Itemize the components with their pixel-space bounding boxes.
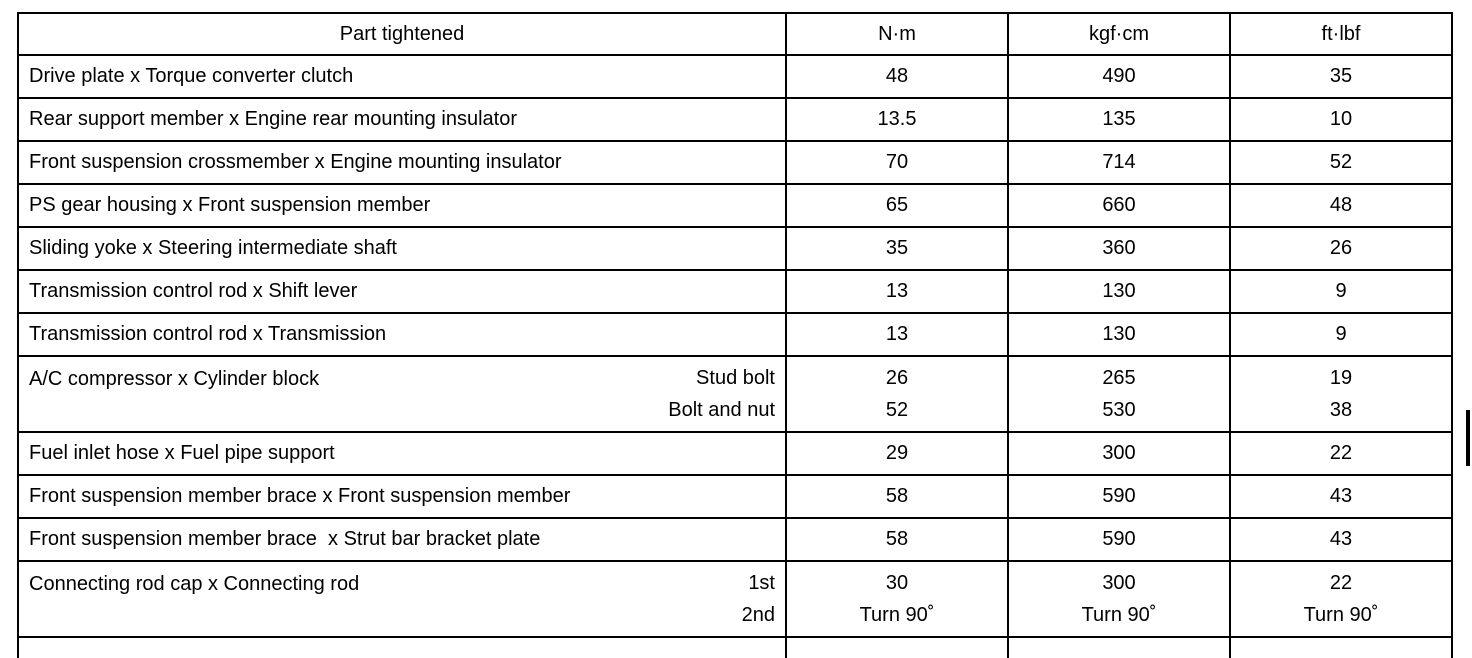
part-cell: Transmission control rod x Transmission [18,313,786,356]
ftlbf-cell: 43 [1230,518,1452,561]
kgfcm-value: 300 [1102,572,1136,594]
nm-cell: 48 [786,55,1008,98]
part-cell: Front suspension crossmember x Engine mounting insulator [18,141,786,184]
kgfcm-cell: 300 [1008,432,1230,475]
nm-value: 30 [885,572,909,594]
table-row [18,184,1452,227]
table-row [18,518,1452,561]
part-cell [18,637,786,658]
ftlbf-cell: 22 [1230,432,1452,475]
nm-cell [786,356,1008,432]
kgfcm-cell: 660 [1008,184,1230,227]
ftlbf-cell: 9 [1230,313,1452,356]
ftlbf-cell [1230,356,1452,432]
ftlbf-value: Turn 90˚ [1303,604,1379,626]
ftlbf-value: 38 [1329,399,1353,421]
table-row [18,356,1452,432]
table-row-cut-off [18,637,1452,658]
kgfcm-value: 530 [1102,399,1136,421]
torque-spec-table [17,12,1453,658]
part-cell: Front suspension member brace x Front suspension member [18,475,786,518]
part-name: A/C compressor x Cylinder block [29,368,320,390]
nm-cell: 58 [786,518,1008,561]
table-row [18,313,1452,356]
nm-cell: 70 [786,141,1008,184]
nm-cell: 13.5 [786,98,1008,141]
table-row [18,98,1452,141]
page-edge-mark [1466,410,1470,466]
table-row [18,270,1452,313]
kgfcm-cell: 130 [1008,270,1230,313]
nm-cell [786,637,1008,658]
ftlbf-cell: 26 [1230,227,1452,270]
part-name: Connecting rod cap x Connecting rod [29,573,360,595]
kgfcm-cell: 360 [1008,227,1230,270]
variant-label: 1st [748,572,775,594]
nm-cell: 29 [786,432,1008,475]
nm-cell [786,561,1008,637]
part-cell: Fuel inlet hose x Fuel pipe support [18,432,786,475]
nm-cell: 13 [786,313,1008,356]
nm-cell: 65 [786,184,1008,227]
ftlbf-cell: 48 [1230,184,1452,227]
kgfcm-value: Turn 90˚ [1081,604,1157,626]
part-cell [18,561,786,637]
nm-value: Turn 90˚ [859,604,935,626]
part-cell: Front suspension member brace x Strut bar bracket plate [18,518,786,561]
part-cell: PS gear housing x Front suspension member [18,184,786,227]
part-cell: Transmission control rod x Shift lever [18,270,786,313]
kgfcm-cell: 590 [1008,475,1230,518]
table-row [18,561,1452,637]
nm-value: 52 [885,399,909,421]
ftlbf-cell: 9 [1230,270,1452,313]
kgfcm-cell: 135 [1008,98,1230,141]
part-cell: Rear support member x Engine rear mounting insulator [18,98,786,141]
header-ftlbf: ft·lbf [1230,13,1452,55]
nm-cell: 58 [786,475,1008,518]
nm-value: 26 [885,367,909,389]
kgfcm-value: 265 [1102,367,1136,389]
header-kgfcm: kgf·cm [1008,13,1230,55]
ftlbf-cell: 35 [1230,55,1452,98]
nm-cell: 35 [786,227,1008,270]
table-row [18,432,1452,475]
header-nm: N·m [786,13,1008,55]
ftlbf-cell [1230,637,1452,658]
table-row [18,227,1452,270]
kgfcm-cell [1008,561,1230,637]
table-row [18,475,1452,518]
variant-label: Bolt and nut [668,399,775,421]
ftlbf-cell: 10 [1230,98,1452,141]
kgfcm-cell [1008,356,1230,432]
variant-label: Stud bolt [696,367,775,389]
variant-label: 2nd [741,604,775,626]
part-cell [18,356,786,432]
ftlbf-value: 22 [1329,572,1353,594]
ftlbf-value: 19 [1329,367,1353,389]
kgfcm-cell: 590 [1008,518,1230,561]
header-part-tightened: Part tightened [18,13,786,55]
kgfcm-cell: 490 [1008,55,1230,98]
ftlbf-cell: 43 [1230,475,1452,518]
table-row [18,55,1452,98]
kgfcm-cell: 714 [1008,141,1230,184]
part-cell: Drive plate x Torque converter clutch [18,55,786,98]
ftlbf-cell [1230,561,1452,637]
ftlbf-cell: 52 [1230,141,1452,184]
part-cell: Sliding yoke x Steering intermediate shaft [18,227,786,270]
kgfcm-cell: 130 [1008,313,1230,356]
header-row [18,13,1452,55]
nm-cell: 13 [786,270,1008,313]
table-row [18,141,1452,184]
kgfcm-cell [1008,637,1230,658]
